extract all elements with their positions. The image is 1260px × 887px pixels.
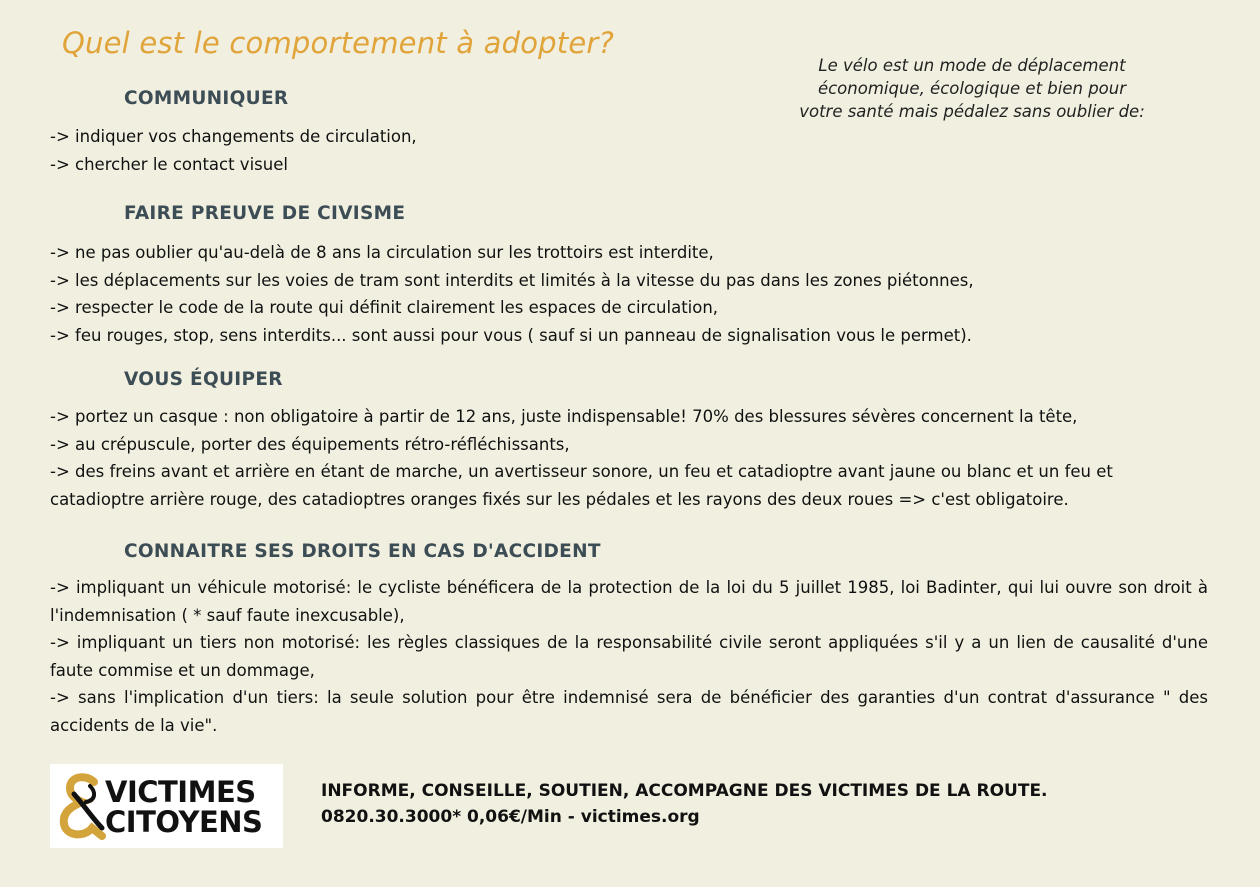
section-equiper: [50, 403, 1208, 513]
list-item: -> au crépuscule, porter des équipements rétro-réfléchissants,: [50, 434, 570, 454]
list-item: -> les déplacements sur les voies de tram sont interdits et limités à la vitesse du pas dans les zones piétonnes,: [50, 270, 974, 290]
section-communiquer: [50, 123, 1208, 178]
page-title: Quel est le comportement à adopter?: [62, 26, 615, 60]
heading-communiquer: COMMUNIQUER: [124, 88, 289, 109]
list-item: -> sans l'implication d'un tiers: la seule solution pour être indemnisé sera de bénéficier des garanties d'un contrat d'assurance " des accidents de la vie".: [50, 688, 1208, 735]
section-droits: [50, 574, 1208, 739]
list-item: -> indiquer vos changements de circulation,: [50, 127, 417, 146]
intro-line: économique, écologique et bien pour: [817, 79, 1127, 98]
heading-civisme: FAIRE PREUVE DE CIVISME: [124, 203, 406, 224]
list-item: -> respecter le code de la route qui définit clairement les espaces de circulation,: [50, 298, 719, 317]
ampersand-icon: [56, 772, 106, 840]
victimes-citoyens-logo: [50, 764, 283, 848]
intro-line: votre santé mais pédalez sans oublier de:: [799, 102, 1145, 121]
list-item: -> chercher le contact visuel: [50, 154, 288, 174]
intro-text: [776, 54, 1168, 123]
list-item: -> des freins avant et arrière en étant de marche, un avertisseur sonore, un feu et catadioptre avant jaune ou blanc et un feu et catadioptre arrière rouge, des catadioptres oranges fixés sur les pédales et les rayons des deux roues => c'est obligatoire.: [50, 462, 1113, 509]
footer-info: [321, 778, 1048, 830]
logo-line-victimes: VICTIMES: [105, 775, 256, 809]
footer-contact: 0820.30.3000* 0,06€/Min - victimes.org: [321, 807, 700, 827]
logo-line-citoyens: CITOYENS: [105, 805, 263, 839]
list-item: -> impliquant un tiers non motorisé: les règles classiques de la responsabilité civile seront appliquées s'il y a un lien de causalité d'une faute commise et un dommage,: [50, 633, 1208, 680]
list-item: -> portez un casque : non obligatoire à partir de 12 ans, juste indispensable! 70% des blessures sévères concernent la tête,: [50, 407, 1078, 426]
intro-line: Le vélo est un mode de déplacement: [818, 56, 1126, 75]
list-item: -> feu rouges, stop, sens interdits... sont aussi pour vous ( sauf si un panneau de signalisation vous le permet).: [50, 325, 972, 345]
list-item: -> impliquant un véhicule motorisé: le cycliste bénéficera de la protection de la loi du 5 juillet 1985, loi Badinter, qui lui ouvre son droit à l'indemnisation ( * sauf faute inexcusable),: [50, 578, 1208, 625]
list-item: -> ne pas oublier qu'au-delà de 8 ans la circulation sur les trottoirs est interdite,: [50, 243, 714, 262]
section-civisme: [50, 239, 1208, 349]
heading-equiper: VOUS ÉQUIPER: [124, 369, 283, 390]
footer-tagline: INFORME, CONSEILLE, SOUTIEN, ACCOMPAGNE DES VICTIMES DE LA ROUTE.: [321, 781, 1048, 801]
heading-droits: CONNAITRE SES DROITS EN CAS D'ACCIDENT: [124, 541, 601, 562]
